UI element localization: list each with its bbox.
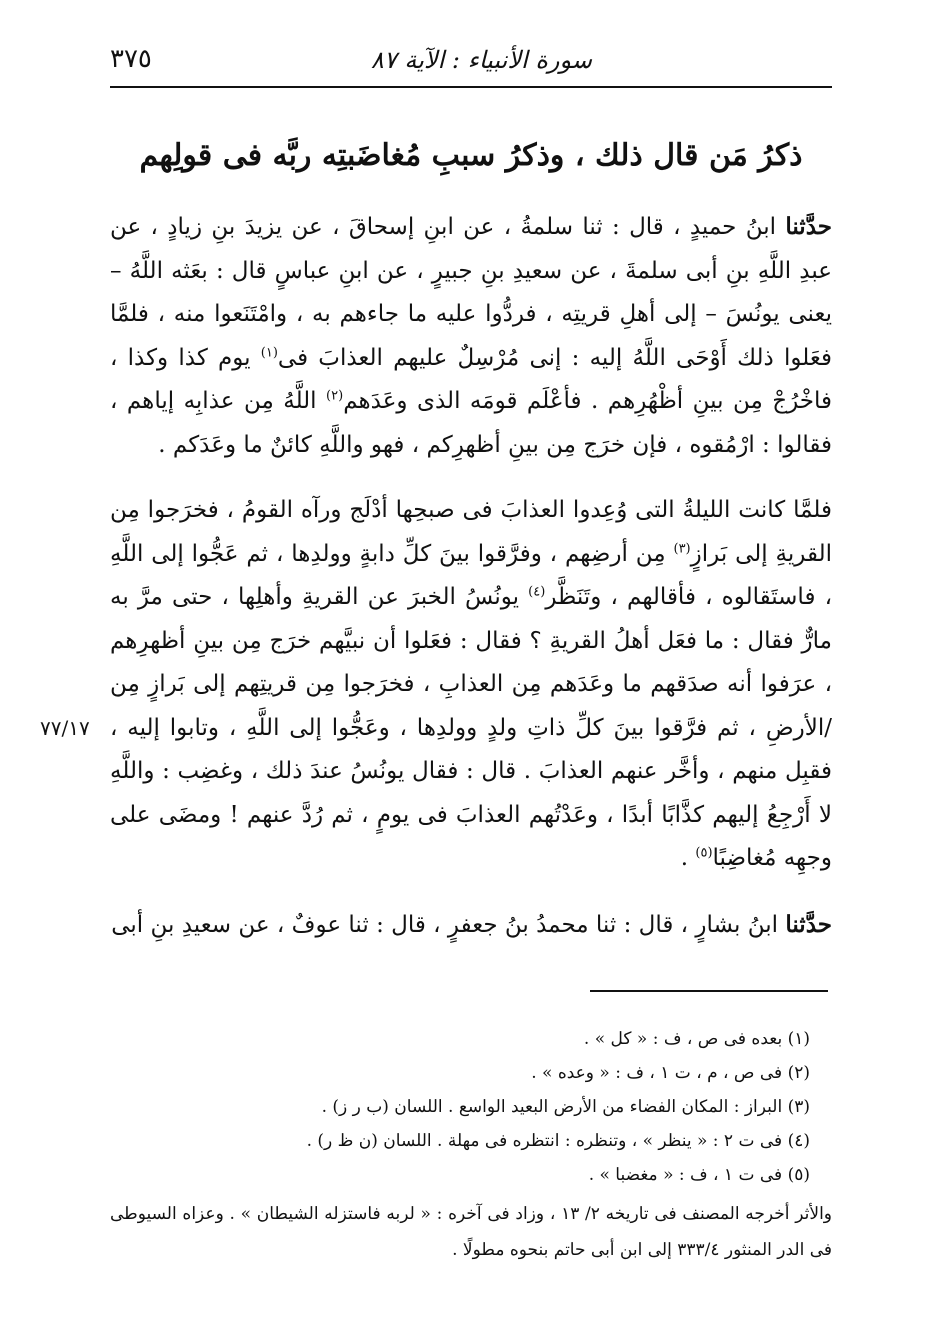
main-text [110,205,832,947]
text-segment: ابنُ بشارٍ ، قال : ثنا محمدُ بنُ جعفرٍ ، قال : ثنا عوفٌ ، عن سعيدِ بنِ أبى [111,911,786,938]
text-segment: . [680,845,696,871]
footnote-extra: والأثر أخرجه المصنف فى تاريخه ٢/ ١٣ ، وزاد فى آخره : « لربه فاستزله الشيطان » . وعزاه السيوطى فى الدر المنثور ٣٣٣/٤ إلى ابن أبى حاتم بنحوه مطولًا . [110,1204,832,1260]
paragraph-lead: حدَّثنا [785,910,832,938]
section-title: ذكرُ مَن قال ذلك ، وذكرُ سببِ مُغاضَبتِه ربَّه فى قولِهم [139,138,803,173]
text-segment: يونُسُ الخبرَ عن القريةِ وأهلِها ، حتى مرَّ به مارٌّ فقال : ما فعَل أهلُ القريةِ ؟ فقال : فعَلوا أن نبيَّهم خرَج مِن بينِ أظهرِهم ، عرَفوا أنه صدَقهم ما وعَدَهم مِن العذابِ ، فخرَجوا مِن قريتِهم إلى بَرازٍ مِن /الأرضِ ، ثم فرَّقوا بينَ كلِّ ذاتِ ولدٍ وولدِها ، وعَجُّوا إلى اللَّهِ ، وتابوا إليه ، فقبِل منهم ، وأخَّر عنهم العذابَ . قال : فقال يونُسُ عندَ ذلك ، وغضِب : واللَّهِ لا أَرْجِعُ إليهم كذَّابًا أبدًا ، وعَدْتُهم العذابَ فى يومٍ ، ثم رُدَّ عنهم ! ومضَى على وجهِه مُغاضِبًا [110,584,832,871]
footnote-marker[interactable]: (٣) [673,540,691,556]
page-header [110,40,832,88]
footnote: (٢) فى ص ، م ، ت ١ ، ف : « وعده » . [531,1063,810,1083]
footnote: (١) بعده فى ص ، ف : « كل » . [583,1029,810,1049]
text-segment: فلمَّا كانت الليلةُ التى وُعِدوا العذابَ فى صبحِها أدْلَج ورآه القومُ ، فخرَجوا مِن القريةِ إلى بَرازٍ [110,497,832,567]
footnote: (٤) فى ت ٢ : « ينظر » ، وتنظره : انتظره فى مهلة . اللسان (ن ظ ر) . [306,1131,810,1151]
margin-reference: ٧٧/١٧ [40,716,90,740]
paragraph-lead: حدَّثنا [785,213,832,240]
footnote: (٣) البراز : المكان الفضاء من الأرض البعيد الواسع . اللسان (ب ر ز) . [321,1097,810,1117]
paragraph [110,205,832,467]
running-title: سورة الأنبياء : الآية ٨٧ [370,46,592,74]
footnotes [110,1022,832,1268]
footnote-divider [590,990,828,992]
text-segment: يوم كذا وكذا ، فاخْرُجْ مِن بينِ أظْهُرِهم . فأعْلَم قومَه الذى وعَدَهم [110,344,832,414]
text-segment: مِن أرضِهم ، وفرَّقوا بينَ كلِّ دابةٍ وولدِها ، ثم عَجُّوا إلى اللَّهِ ، فاستَقالوه ، فأقالهم ، وتَنَظَّر [110,540,832,610]
page-number: ٣٧٥ [110,44,152,74]
text-segment: اللَّهُ مِن عذابِه إياهم ، فقالوا : ارْمُقوه ، فإن خرَج مِن بينِ أظهرِكم ، فهو واللَّهِ كائنٌ ما وعَدَكم . [110,388,832,458]
footnote: (٥) فى ت ١ ، ف : « مغضبا » . [588,1165,810,1185]
paragraph [110,903,832,948]
footnote-marker[interactable]: (٢) [326,388,344,404]
footnote-marker[interactable]: (٥) [695,845,713,861]
footnote-marker[interactable]: (٤) [528,584,546,600]
footnote-marker[interactable]: (١) [260,344,278,360]
paragraph [110,489,832,881]
text-segment: ابنُ حميدٍ ، قال : ثنا سلمةُ ، عن ابنِ إسحاقَ ، عن يزيدَ بنِ زيادٍ ، عن عبدِ اللَّهِ بنِ أبى سلمةَ ، عن سعيدِ بنِ جبيرٍ ، عن ابنِ عباسٍ قال : بعَثه اللَّهُ – يعنى يونُسَ – إلى أهلِ قريتِه ، فردُّوا عليه ما جاءهم به ، وامْتَنَعوا منه ، فلمَّا فعَلوا ذلك أَوْحَى اللَّهُ إليه : إنى مُرْسِلٌ عليهم العذابَ فى [110,214,832,371]
